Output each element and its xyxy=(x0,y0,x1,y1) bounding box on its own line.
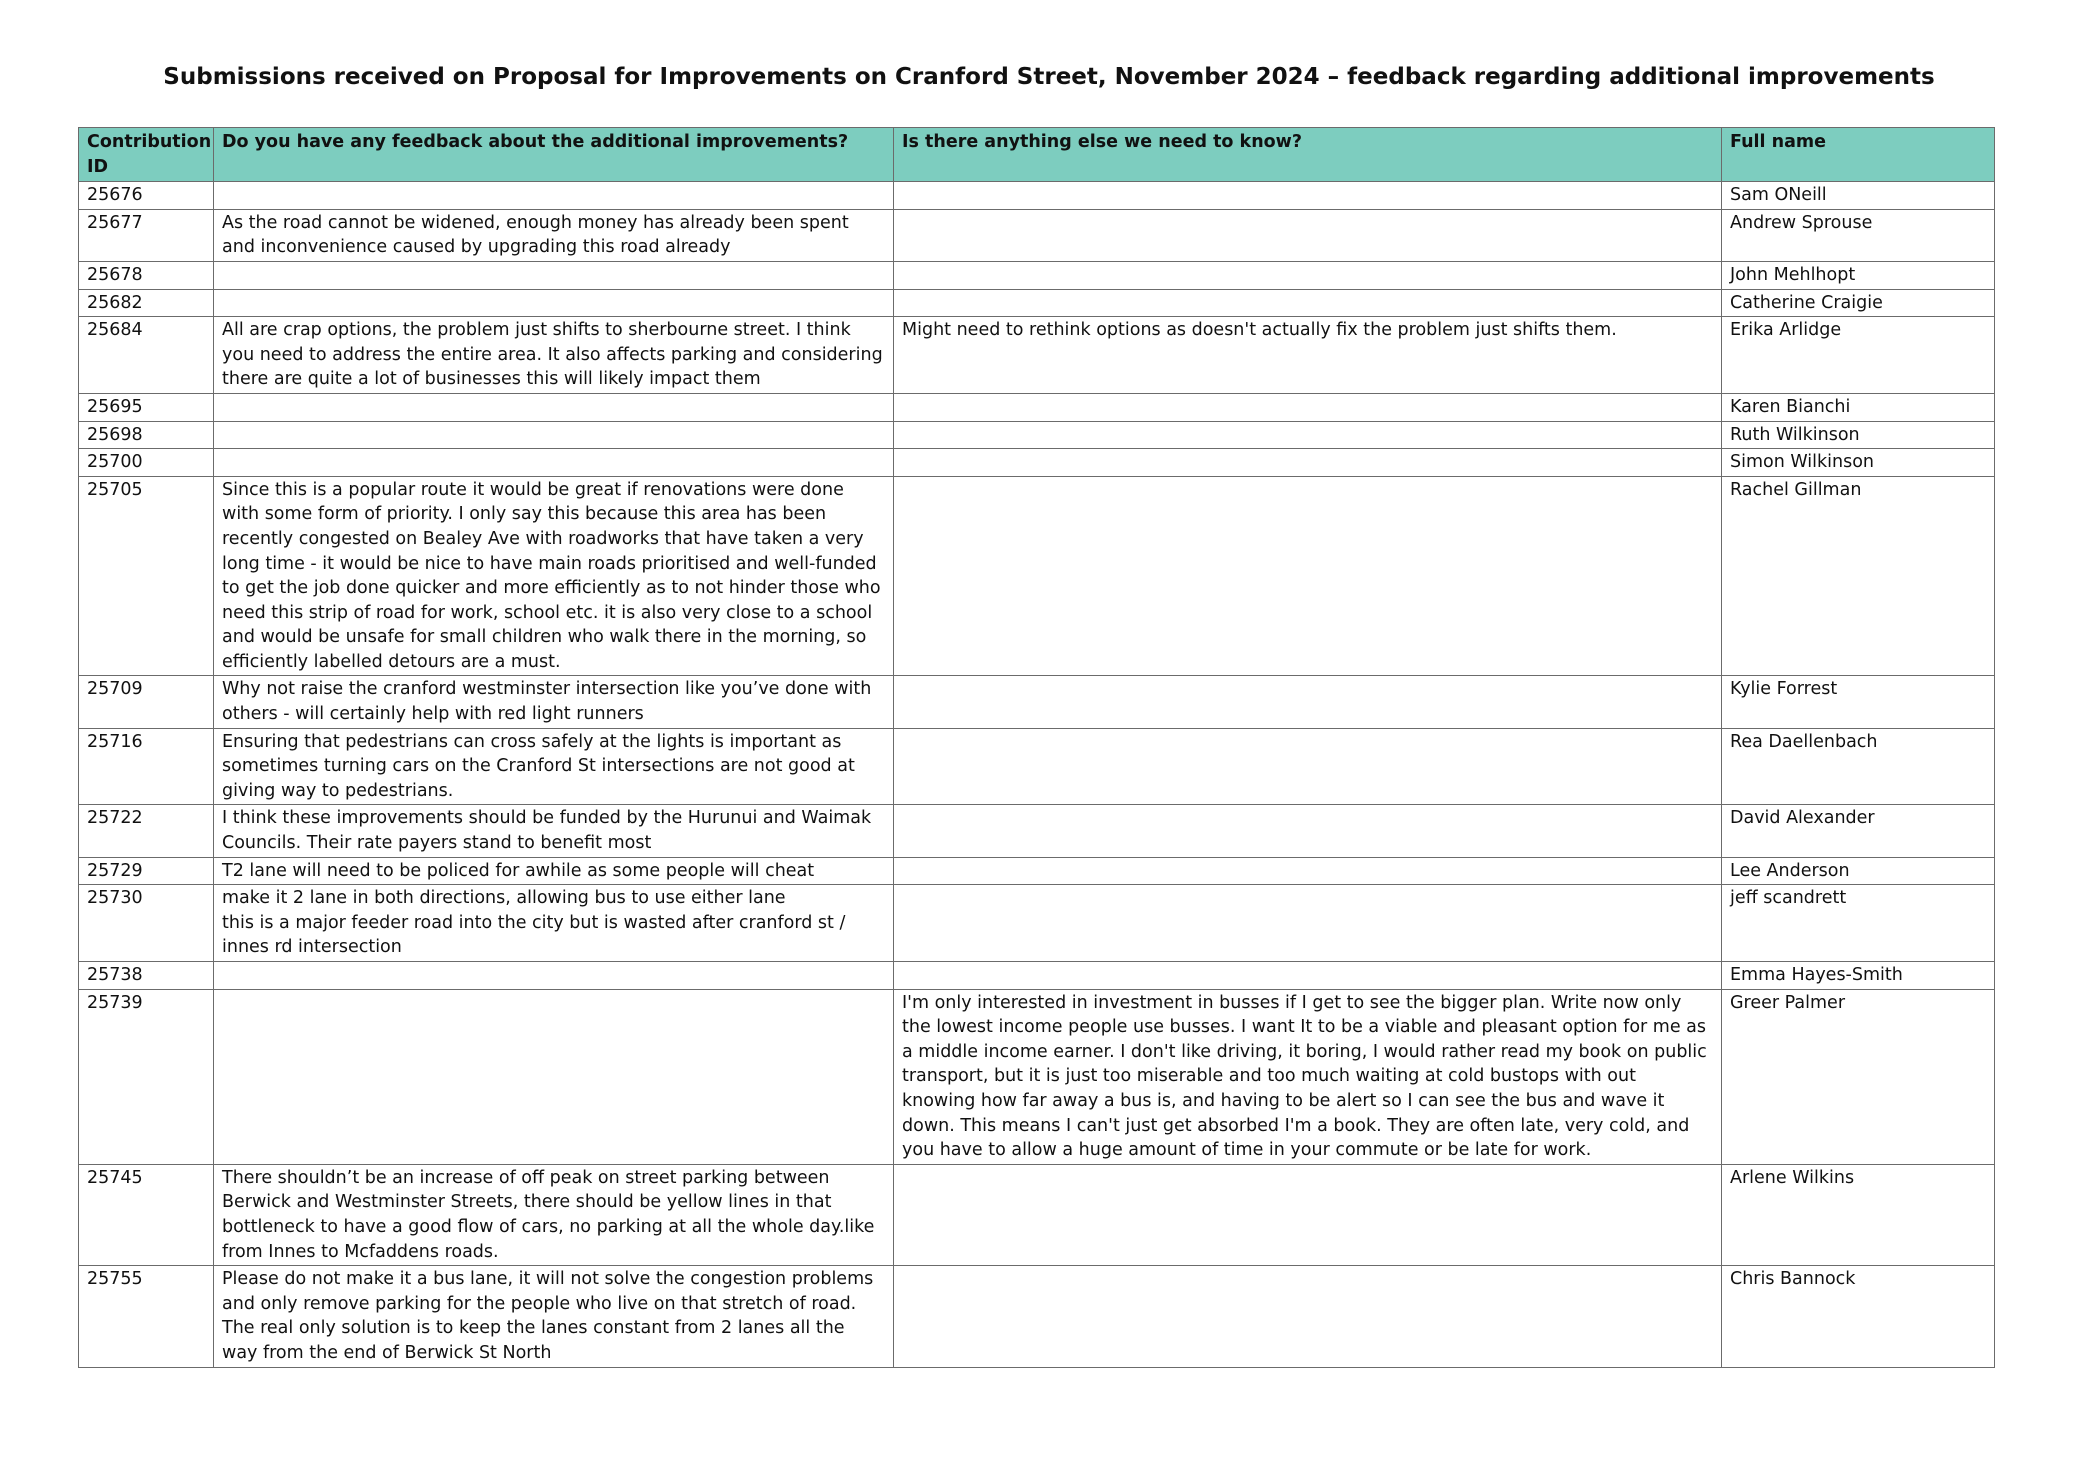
full-name-cell: Erika Arlidge xyxy=(1722,317,1995,394)
full-name-cell: Rea Daellenbach xyxy=(1722,728,1995,805)
feedback-cell xyxy=(214,261,894,289)
anything-else-cell xyxy=(894,289,1722,317)
table-row xyxy=(79,421,1995,449)
feedback-cell xyxy=(214,989,894,1164)
table-row xyxy=(79,393,1995,421)
full-name-cell: David Alexander xyxy=(1722,805,1995,857)
anything-else-cell xyxy=(894,209,1722,261)
table-row xyxy=(79,449,1995,477)
full-name-cell: Karen Bianchi xyxy=(1722,393,1995,421)
table-header-row xyxy=(79,128,1995,182)
anything-else-cell xyxy=(894,393,1722,421)
full-name-cell: Simon Wilkinson xyxy=(1722,449,1995,477)
table-body xyxy=(79,182,1995,1367)
header-full-name: Full name xyxy=(1722,128,1995,182)
contribution-id-cell: 25755 xyxy=(79,1266,214,1367)
table-row xyxy=(79,857,1995,885)
feedback-cell xyxy=(214,962,894,990)
contribution-id-cell: 25684 xyxy=(79,317,214,394)
anything-else-cell xyxy=(894,421,1722,449)
header-contribution-id: Contribution ID xyxy=(79,128,214,182)
table-row xyxy=(79,209,1995,261)
feedback-cell xyxy=(214,449,894,477)
contribution-id-cell: 25745 xyxy=(79,1164,214,1265)
full-name-cell: Andrew Sprouse xyxy=(1722,209,1995,261)
full-name-cell: Chris Bannock xyxy=(1722,1266,1995,1367)
anything-else-cell: I'm only interested in investment in busses if I get to see the bigger plan. Write now only the lowest income people use busses. I want It to be a viable and pleasant option for me as a middle income earner. I don't like driving, it boring, I would rather read my book on public transport, but it is just too miserable and too much waiting at cold bustops with out knowing how far away a bus is, and having to be alert so I can see the bus and wave it down. This means I can't just get absorbed I'm a book. They are often late, very cold, and you have to allow a huge amount of time in your commute or be late for work. xyxy=(894,989,1722,1164)
submissions-table xyxy=(78,127,1995,1368)
table-row xyxy=(79,676,1995,728)
header-feedback: Do you have any feedback about the additional improvements? xyxy=(214,128,894,182)
contribution-id-cell: 25695 xyxy=(79,393,214,421)
contribution-id-cell: 25729 xyxy=(79,857,214,885)
table-row xyxy=(79,182,1995,210)
full-name-cell: Rachel Gillman xyxy=(1722,476,1995,676)
feedback-cell xyxy=(214,421,894,449)
contribution-id-cell: 25676 xyxy=(79,182,214,210)
contribution-id-cell: 25678 xyxy=(79,261,214,289)
table-row xyxy=(79,962,1995,990)
full-name-cell: Sam ONeill xyxy=(1722,182,1995,210)
table-row xyxy=(79,805,1995,857)
full-name-cell: Greer Palmer xyxy=(1722,989,1995,1164)
full-name-cell: Arlene Wilkins xyxy=(1722,1164,1995,1265)
feedback-cell xyxy=(214,393,894,421)
feedback-cell xyxy=(214,182,894,210)
table-row xyxy=(79,1164,1995,1265)
table-row xyxy=(79,989,1995,1164)
table-row xyxy=(79,289,1995,317)
table-row xyxy=(79,728,1995,805)
full-name-cell: Lee Anderson xyxy=(1722,857,1995,885)
feedback-cell: Ensuring that pedestrians can cross safely at the lights is important as sometimes turning cars on the Cranford St intersections are not good at giving way to pedestrians. xyxy=(214,728,894,805)
full-name-cell: Catherine Craigie xyxy=(1722,289,1995,317)
contribution-id-cell: 25709 xyxy=(79,676,214,728)
anything-else-cell xyxy=(894,1266,1722,1367)
contribution-id-cell: 25705 xyxy=(79,476,214,676)
anything-else-cell xyxy=(894,962,1722,990)
feedback-cell: I think these improvements should be funded by the Hurunui and Waimak Councils. Their rate payers stand to benefit most xyxy=(214,805,894,857)
contribution-id-cell: 25700 xyxy=(79,449,214,477)
contribution-id-cell: 25722 xyxy=(79,805,214,857)
contribution-id-cell: 25739 xyxy=(79,989,214,1164)
feedback-cell: Please do not make it a bus lane, it will not solve the congestion problems and only remove parking for the people who live on that stretch of road. The real only solution is to keep the lanes constant from 2 lanes all the way from the end of Berwick St North xyxy=(214,1266,894,1367)
full-name-cell: jeff scandrett xyxy=(1722,885,1995,962)
anything-else-cell xyxy=(894,449,1722,477)
anything-else-cell xyxy=(894,1164,1722,1265)
feedback-cell: Why not raise the cranford westminster intersection like you’ve done with others - will certainly help with red light runners xyxy=(214,676,894,728)
feedback-cell xyxy=(214,289,894,317)
full-name-cell: Ruth Wilkinson xyxy=(1722,421,1995,449)
contribution-id-cell: 25738 xyxy=(79,962,214,990)
anything-else-cell xyxy=(894,857,1722,885)
contribution-id-cell: 25677 xyxy=(79,209,214,261)
table-row xyxy=(79,317,1995,394)
contribution-id-cell: 25698 xyxy=(79,421,214,449)
contribution-id-cell: 25730 xyxy=(79,885,214,962)
anything-else-cell xyxy=(894,476,1722,676)
table-row xyxy=(79,1266,1995,1367)
anything-else-cell xyxy=(894,728,1722,805)
table-row xyxy=(79,476,1995,676)
full-name-cell: Emma Hayes-Smith xyxy=(1722,962,1995,990)
contribution-id-cell: 25716 xyxy=(79,728,214,805)
feedback-cell: T2 lane will need to be policed for awhile as some people will cheat xyxy=(214,857,894,885)
feedback-cell: All are crap options, the problem just shifts to sherbourne street. I think you need to address the entire area. It also affects parking and considering there are quite a lot of businesses this will likely impact them xyxy=(214,317,894,394)
feedback-cell: As the road cannot be widened, enough money has already been spent and inconvenience caused by upgrading this road already xyxy=(214,209,894,261)
anything-else-cell xyxy=(894,885,1722,962)
anything-else-cell xyxy=(894,261,1722,289)
contribution-id-cell: 25682 xyxy=(79,289,214,317)
feedback-cell: Since this is a popular route it would be great if renovations were done with some form of priority. I only say this because this area has been recently congested on Bealey Ave with roadworks that have taken a very long time - it would be nice to have main roads prioritised and well-funded to get the job done quicker and more efficiently as to not hinder those who need this strip of road for work, school etc. it is also very close to a school and would be unsafe for small children who walk there in the morning, so efficiently labelled detours are a must. xyxy=(214,476,894,676)
table-row xyxy=(79,885,1995,962)
anything-else-cell xyxy=(894,182,1722,210)
table-row xyxy=(79,261,1995,289)
anything-else-cell xyxy=(894,676,1722,728)
header-anything-else: Is there anything else we need to know? xyxy=(894,128,1722,182)
anything-else-cell xyxy=(894,805,1722,857)
feedback-cell: There shouldn’t be an increase of off peak on street parking between Berwick and Westminster Streets, there should be yellow lines in that bottleneck to have a good flow of cars, no parking at all the whole day.like from Innes to Mcfaddens roads. xyxy=(214,1164,894,1265)
feedback-cell: make it 2 lane in both directions, allowing bus to use either lane this is a major feeder road into the city but is wasted after cranford st / innes rd intersection xyxy=(214,885,894,962)
document-title: Submissions received on Proposal for Improvements on Cranford Street, November 2024 – feedback regarding additional improvements xyxy=(163,64,1935,90)
full-name-cell: Kylie Forrest xyxy=(1722,676,1995,728)
full-name-cell: John Mehlhopt xyxy=(1722,261,1995,289)
anything-else-cell: Might need to rethink options as doesn't actually fix the problem just shifts them. xyxy=(894,317,1722,394)
